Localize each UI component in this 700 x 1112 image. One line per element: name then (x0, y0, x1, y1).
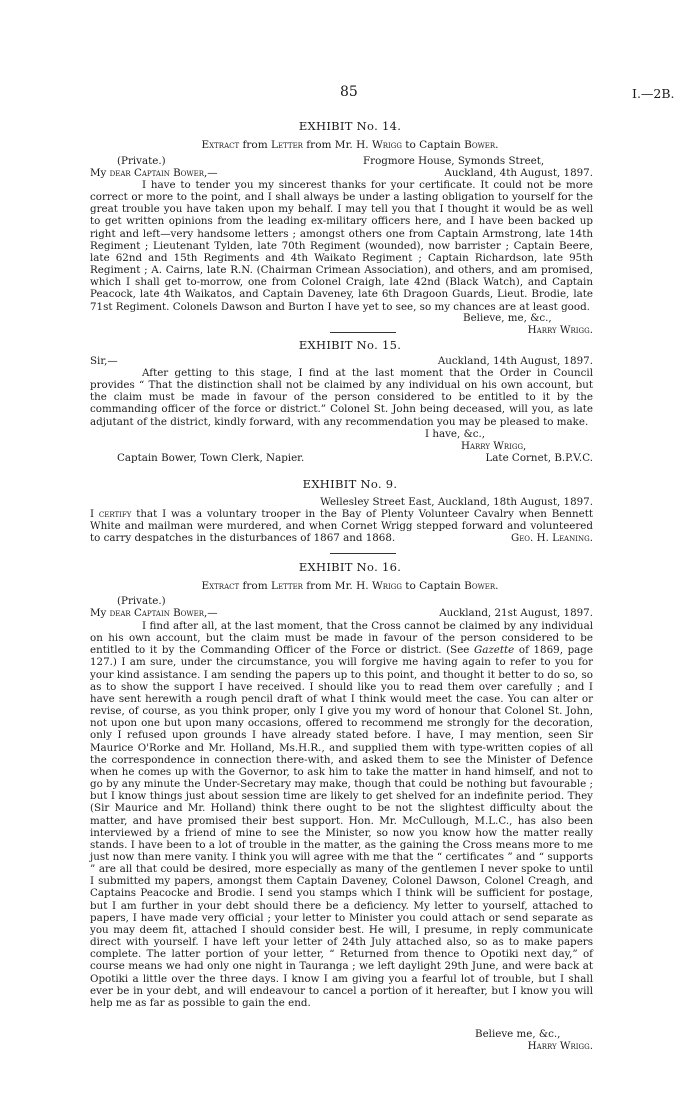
divider (330, 553, 396, 554)
letter-date: Auckland, 21st August, 1897. (439, 607, 593, 619)
signature: Harry Wrigg. (527, 324, 593, 336)
salutation-part: dear Captain Bower (109, 607, 204, 619)
private-label: (Private.) (117, 595, 166, 607)
closing: I have, &c., (425, 428, 486, 440)
page-number: 85 (340, 84, 358, 100)
heading-word: to Captain (401, 139, 465, 151)
exhibit-9-title: EXHIBIT No. 9. (302, 477, 398, 491)
letter-date: Auckland, 14th August, 1897. (437, 355, 593, 367)
salutation (90, 607, 218, 619)
closing: Believe me, &c., (475, 1028, 561, 1040)
signature: Geo. H. Leaning. (510, 532, 593, 544)
heading-word: from Mr. H. (302, 139, 372, 151)
exhibit-14-heading (0, 139, 700, 151)
heading-word: . (495, 139, 499, 151)
heading-word: Letter (271, 580, 303, 592)
salutation-part: ,— (204, 167, 218, 179)
body-text: I have to tender you my sincerest thanks for your certificate. It could not be more correct or more to the point, and I shall always be under a lasting obligation to yourself for the great trouble you have taken upon my behalf. I may tell you that I thought it would be as well to get written opinions from the leading ex-military officers here, and I have been backed up right and left—very handsome letters ; amongst others one from Captain Armstrong, late 14th Regiment ; Lieutenant Tylden, late 70th Regiment (wounded), now barrister ; Captain Beere, late 62nd and 15th Regiments and 4th Waikato Regiment ; Captain Richardson, late 95th Regiment ; A. Cairns, late R.N. (Chairman Crimean Association), and others, and am promised, which I shall get to-morrow, one from Colonel Craigh, late 42nd (Black Watch), and Captain Peacock, late 4th Waikatos, and Captain Daveney, late 6th Dragoon Guards, Lieut. Brodie, late 71st Regiment. Colonels Dawson and Burton I have yet to see, so my chances are at least good. (90, 179, 593, 313)
certify-word: I certify (90, 508, 132, 520)
signature: Harry Wrigg, (461, 440, 527, 452)
heading-word: from (239, 580, 272, 592)
heading-word: from Mr. H. (302, 580, 372, 592)
heading-word: Extract (201, 580, 240, 592)
exhibit-16-heading (0, 580, 700, 592)
page-reference: I.—2B. (632, 86, 675, 101)
salutation-part: My (90, 167, 110, 179)
divider (330, 332, 396, 333)
signature: Harry Wrigg. (527, 1040, 593, 1052)
heading-word: Extract (201, 139, 240, 151)
exhibit-16-title: EXHIBIT No. 16. (298, 560, 402, 574)
heading-word: from (239, 139, 272, 151)
closing: Believe, me, &c., (463, 312, 552, 324)
heading-word: Wrigg (371, 139, 402, 151)
heading-word: to Captain (401, 580, 465, 592)
exhibit-14-title: EXHIBIT No. 14. (298, 119, 402, 133)
letter-date: Auckland, 4th August, 1897. (444, 167, 593, 179)
letter-body (90, 367, 593, 428)
body-text: that I was a voluntary trooper in the Bay of Plenty Volunteer Cavalry when Bennett White and mailman were murdered, and when Cornet Wrigg stepped forward and volunteered to carry despatches in the disturbances of 1867 and 1868. (90, 508, 593, 545)
body-text: I find after all, at the last moment, that the Cross cannot be claimed by any individual on his own account, but the claim must be made in favour of the person considered to be entitled to it by the Commanding Officer of the Force or district. (See (90, 620, 593, 657)
body-text: of 1869, page 127.) I am sure, under the circumstance, you will forgive me having again to refer to you for your kind assistance. I am sending the papers up to this point, and thought it better to do so, so as to show the support I have received. I should like you to read them over carefully ; and I have sent herewith a rough pencil draft of what I think would meet the case. You can alter or revise, of course, as you think proper, only I give you my word of honour that Colonel St. John, not upon one but upon many occasions, offered to recommend me strongly for the decoration, only I refused upon grounds I have already stated before. I have, I may mention, seen Sir Maurice O'Rorke and Mr. Holland, Ms.H.R., and supplied them with type-written copies of all the correspondence in connection there-with, and asked them to see the Minister of Defence when he comes up with the Governor, to ask him to take the matter in hand himself, and not to go by any minute the Under-Secretary may make, though that could be nothing but favourable ; but I know things just about session time are likely to get shelved for an indefinite period. They (Sir Maurice and Mr. Holland) think there ought to be not the slightest difficulty about the matter, and have promised their best support. Hon. Mr. McCullough, M.L.C., has also been interviewed by a friend of mine to see the Minister, so now you know how the matter really stands. I have been to a lot of trouble in the matter, as the gaining the Cross means more to me just now than mere vanity. I think you will agree with me that the “ certificates ” and “ supports ” are all that could be desired, more especially as many of the gentlemen I never spoke to until I submitted my papers, amongst them Captain Daveney, Colonel Dawson, Colonel Creagh, and Captains Peacocke and Brodie. I send you stamps which I think will be sufficient for postage, but I am further in your debt should there be a deficiency. My letter to yourself, attached to papers, I have made very official ; your letter to Minister you could attach or send separate as you may deem fit, attached I should consider best. He will, I presume, in reply communicate direct with yourself. I have left your letter of 24th July attached also, so as to make papers complete. The latter portion of your letter, “ Returned from thence to Opotiki next day,” of course means we had only one night in Tauranga ; we left daylight 29th June, and were back at Opotiki a little over the three days. I know I am giving you a fearful lot of trouble, but I shall ever be in your debt, and will endeavour to cancel a portion of it hereafter, but I know you will help me as far as possible to gain the end. (90, 644, 593, 1009)
sender-address: Frogmore House, Symonds Street, (363, 155, 545, 167)
heading-word: Bower (464, 580, 496, 592)
sender-address: Wellesley Street East, Auckland, 18th August, 1897. (320, 496, 593, 508)
letter-body (90, 179, 593, 313)
salutation-part: My (90, 607, 110, 619)
heading-word: Letter (271, 139, 303, 151)
gazette-italic: Gazette (474, 644, 515, 657)
letter-body (90, 620, 593, 1009)
exhibit-15-title: EXHIBIT No. 15. (298, 338, 402, 352)
heading-word: . (495, 580, 499, 592)
heading-word: Bower (464, 139, 496, 151)
salutation: Sir,— (90, 355, 118, 367)
heading-word: Wrigg (371, 580, 402, 592)
body-text: After getting to this stage, I find at the last moment that the Order in Council provides “ That the distinction shall not be claimed by any individual on his own account, but the claim must be made in favour of the person considered to be entitled to it by the commanding officer of the force or district.” Colonel St. John being deceased, will you, as late adjutant of the district, kindly forward, with any recommendation you may be pleased to make. (90, 367, 593, 428)
salutation-part: dear Captain Bower (109, 167, 204, 179)
private-label: (Private.) (117, 155, 166, 167)
addressee: Captain Bower, Town Clerk, Napier. (117, 452, 305, 464)
salutation-part: ,— (204, 607, 218, 619)
salutation (90, 167, 218, 179)
sender-rank: Late Cornet, B.P.V.C. (485, 452, 593, 464)
